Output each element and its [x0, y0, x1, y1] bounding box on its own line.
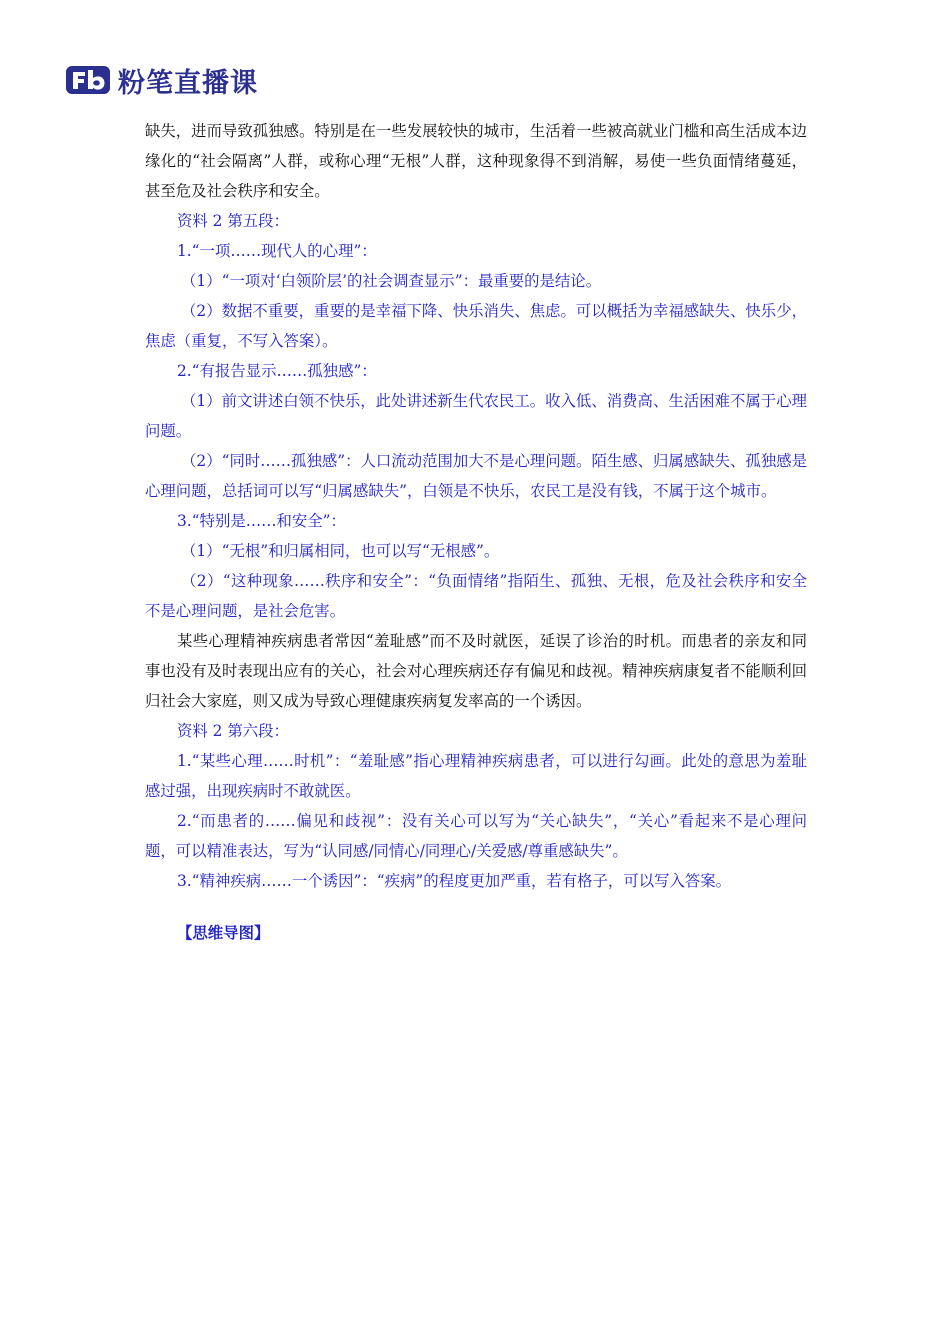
annotation-subpoint: （2）“这种现象……秩序和安全”：“负面情绪”指陌生、孤独、无根，危及社会秩序和安全不是心理问题，是社会危害。	[145, 572, 807, 620]
annotation-point: 1.“一项……现代人的心理”：	[177, 242, 377, 260]
fb-logo-icon	[66, 64, 110, 96]
annotation-point: 1.“某些心理……时机”：“羞耻感”指心理精神疾病患者，可以进行勾画。此处的意思为羞耻感过强，出现疾病时不敢就医。	[145, 752, 807, 800]
paragraph: 某些心理精神疾病患者常因“羞耻感”而不及时就医，延误了诊治的时机。而患者的亲友和同事也没有及时表现出应有的关心，社会对心理疾病还存有偏见和歧视。精神疾病康复者不能顺利回归社会大家庭，则又成为导致心理健康疾病复发率高的一个诱因。	[145, 632, 807, 710]
annotation-point: 3.“精神疾病……一个诱因”：“疾病”的程度更加严重，若有格子，可以写入答案。	[177, 872, 732, 890]
annotation-subpoint: （1）“无根”和归属相同，也可以写“无根感”。	[181, 542, 500, 560]
paragraph: 缺失，进而导致孤独感。特别是在一些发展较快的城市，生活着一些被高就业门槛和高生活成本边缘化的“社会隔离”人群，或称心理“无根”人群，这种现象得不到消解，易使一些负面情绪蔓延，甚至危及社会秩序和安全。	[145, 122, 807, 200]
document-body	[145, 116, 807, 948]
annotation-point: 2.“有报告显示……孤独感”：	[177, 362, 377, 380]
annotation-subpoint: （2）数据不重要，重要的是幸福下降、快乐消失、焦虑。可以概括为幸福感缺失、快乐少，焦虑（重复，不写入答案）。	[145, 302, 807, 350]
brand-logo	[66, 60, 258, 100]
section-label: 资料 2 第五段：	[177, 212, 289, 230]
annotation-point: 3.“特别是……和安全”：	[177, 512, 346, 530]
annotation-subpoint: （2）“同时……孤独感”：人口流动范围加大不是心理问题。陌生感、归属感缺失、孤独感是心理问题，总括词可以写“归属感缺失”，白领是不快乐，农民工是没有钱，不属于这个城市。	[145, 452, 807, 500]
spacer	[145, 896, 807, 918]
annotation-subpoint: （1）“一项对‘白领阶层’的社会调查显示”：最重要的是结论。	[181, 272, 602, 290]
mind-map-heading: 【思维导图】	[177, 924, 270, 942]
annotation-subpoint: （1）前文讲述白领不快乐，此处讲述新生代农民工。收入低、消费高、生活困难不属于心理问题。	[145, 392, 807, 440]
section-label: 资料 2 第六段：	[177, 722, 289, 740]
brand-name: 粉笔直播课	[118, 67, 258, 99]
annotation-point: 2.“而患者的……偏见和歧视”：没有关心可以写为“关心缺失”，“关心”看起来不是心理问题，可以精准表达，写为“认同感/同情心/同理心/关爱感/尊重感缺失”。	[145, 812, 807, 860]
